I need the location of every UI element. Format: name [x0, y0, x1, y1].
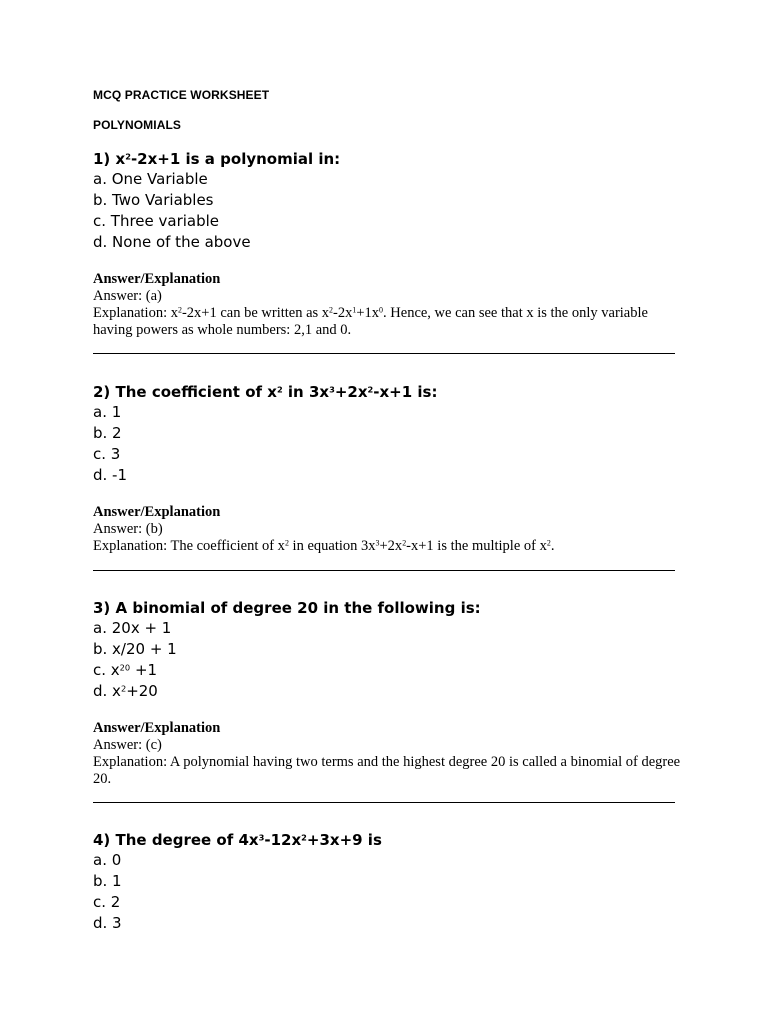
explanation-text: Explanation: $x^2-2x+1$ can be written as $x^2-2x^1+1x^0$. Hence, we can see that x is the only variable having powers as whole numbers: 2,1 and 0. — [93, 305, 648, 338]
option-item: d. -1 — [93, 466, 128, 484]
option-item: a. 1 — [93, 403, 122, 421]
question-3 — [93, 598, 683, 788]
answer-text: Answer: (b) — [93, 521, 163, 537]
option-item: c. 3 — [93, 445, 121, 463]
divider — [93, 802, 675, 803]
options-list — [93, 402, 683, 486]
question-title: 1) $x^2-2x+1$ is a polynomial in: — [93, 150, 341, 168]
options-list — [93, 850, 683, 934]
answer-heading: Answer/Explanation — [93, 504, 221, 520]
explanation-text: Explanation: The coefficient of $x^2$ in equation $3x^3+2x^2-x+1$ is the multiple of $x^2$. — [93, 538, 555, 554]
answer-heading: Answer/Explanation — [93, 271, 221, 287]
question-2 — [93, 382, 683, 555]
option-item: c. $x^{20} +1$ — [93, 661, 158, 679]
answer-heading: Answer/Explanation — [93, 720, 221, 736]
answer-block — [93, 720, 683, 788]
option-item: c. Three variable — [93, 212, 220, 230]
question-title: 3) A binomial of degree 20 in the following is: — [93, 599, 481, 617]
question-title: 4) The degree of $4x^3-12x^2+3x+9$ is — [93, 831, 382, 849]
topic-title: POLYNOMIALS — [93, 118, 182, 132]
option-item: d. $x^2+20$ — [93, 682, 158, 700]
question-4 — [93, 830, 683, 934]
option-item: b. Two Variables — [93, 191, 214, 209]
option-item: b. x/20 + 1 — [93, 640, 177, 658]
answer-text: Answer: (a) — [93, 288, 162, 304]
explanation-text: Explanation: A polynomial having two terms and the highest degree 20 is called a binomial of degree 20. — [93, 754, 681, 787]
divider — [93, 570, 675, 571]
answer-block — [93, 504, 683, 555]
option-item: b. 2 — [93, 424, 122, 442]
divider — [93, 353, 675, 354]
option-item: d. 3 — [93, 914, 122, 932]
options-list — [93, 618, 683, 702]
question-title: 2) The coefficient of $x^2$ in $3x^3+2x^2-x+1$ is: — [93, 383, 438, 401]
question-1 — [93, 149, 683, 339]
answer-text: Answer: (c) — [93, 737, 162, 753]
worksheet-title: MCQ PRACTICE WORKSHEET — [93, 88, 270, 102]
option-item: a. 0 — [93, 851, 122, 869]
options-list — [93, 169, 683, 253]
option-item: d. None of the above — [93, 233, 251, 251]
option-item: c. 2 — [93, 893, 121, 911]
option-item: a. 20x + 1 — [93, 619, 172, 637]
answer-block — [93, 271, 683, 339]
option-item: a. One Variable — [93, 170, 208, 188]
option-item: b. 1 — [93, 872, 122, 890]
